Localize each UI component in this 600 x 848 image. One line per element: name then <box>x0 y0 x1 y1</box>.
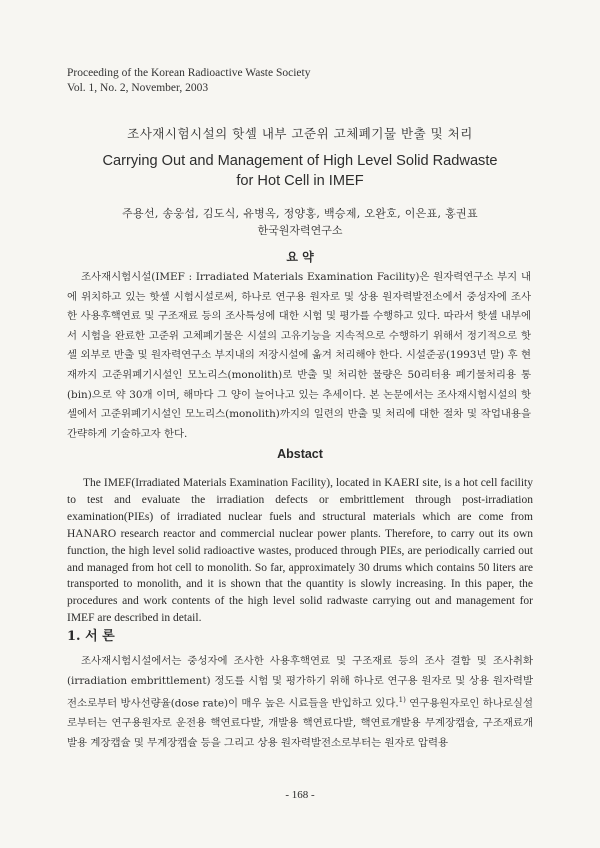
abstract-korean-heading: 요 약 <box>286 250 314 264</box>
proceedings-header <box>67 66 310 96</box>
introduction-text-part1: 조사재시험시설에서는 중성자에 조사한 사용후핵연료 및 구조재료 등의 조사 결함 및 조사취화(irradiation embrittlement) 정도를 시험 및 평가하기 위해 하나로 연구용 원자로 및 상용 원자력발전소로부터 방사선량율(dose rate)이 매우 높은 시료들을 반입하고 있다. <box>67 655 533 710</box>
abstract-korean: 조사재시험시설(IMEF : Irradiated Materials Examination Facility)은 원자력연구소 부지 내에 위치하고 있는 핫셀 시험시설로써, 하나로 연구용 원자로 및 상용 원자력발전소에서 중성자에 조사한 사용후핵연료 및 구조재료 등의 조사특성에 대한 시험 및 평가를 수행하고 있다. 따라서 핫셀 내부에서 시험을 완료한 고준위 고체폐기물은 시설의 고유기능을 지속적으로 수행하기 위해서 정기적으로 핫셀 외부로 반출 및 원자력연구소 부지내의 저장시설에 옮겨 처리해야 한다. 시설준공(1993년 말) 후 현재까지 고준위폐기시설인 모노리스(monolith)로 반출 및 처리한 물량은 50리터용 폐기물처리용 통(bin)으로 약 30개 이며, 해마다 그 양이 늘어나고 있는 추세이다. 본 논문에서는 조사재시험시설의 핫셀에서 고준위폐기시설인 모노리스(monolith)까지의 일련의 반출 및 처리에 대한 절차 및 작업내용을 간략하게 기술하고자 한다. <box>67 271 531 440</box>
page-number: - 168 - <box>285 789 315 801</box>
title-english <box>0 151 600 191</box>
affiliation: 한국원자력연구소 <box>257 224 343 237</box>
introduction-text-part2: 연구용원자로인 하나로실설로부터는 연구용원자로 운전용 핵연료다발, 개발용 핵연료다발, 핵연료개발용 무계장캡슐, 구조재료개발용 계장캡슐 및 무계장캡슐 등을 그리고 상용 원자력발전소로부터는 원자로 압력용 <box>67 697 533 749</box>
title-korean: 조사재시험시설의 핫셀 내부 고준위 고체폐기물 반출 및 처리 <box>127 126 473 141</box>
introduction-text <box>67 652 533 753</box>
proceedings-name: Proceeding of the Korean Radioactive Waste Society <box>67 67 311 79</box>
abstract-english-heading: Abstact <box>277 447 323 461</box>
introduction-heading: 1. 서 론 <box>67 629 115 644</box>
title-english-line1: Carrying Out and Management of High Level Solid Radwaste <box>102 153 498 169</box>
title-english-line2: for Hot Cell in IMEF <box>236 173 364 189</box>
reference-marker: 1) <box>398 696 406 705</box>
proceedings-volume: Vol. 1, No. 2, November, 2003 <box>67 82 209 94</box>
abstract-english: The IMEF(Irradiated Materials Examination Facility), located in KAERI site, is a hot cell facility to test and evaluate the irradiation defects or embrittlement through post-irradiation examination(PIEs) of irradiated nuclear fuels and structural materials which are come from HANARO research reactor and commercial nuclear power plants. Therefore, to carry out its own function, the high level solid radioactive wastes, produced through PIEs, are periodically carried out and managed from hot cell to monolith. So far, approximately 30 drums which contains 50 liters are transported to monolith, and it is shown that the quantity is slowly increasing. In this paper, the procedures and work contents of the high level solid radwaste carrying out and management for IMEF are described in detail. <box>67 477 533 625</box>
authors: 주용선, 송웅섭, 김도식, 유병옥, 정양홍, 백승제, 오완호, 이은표, 홍권표 <box>122 207 478 220</box>
